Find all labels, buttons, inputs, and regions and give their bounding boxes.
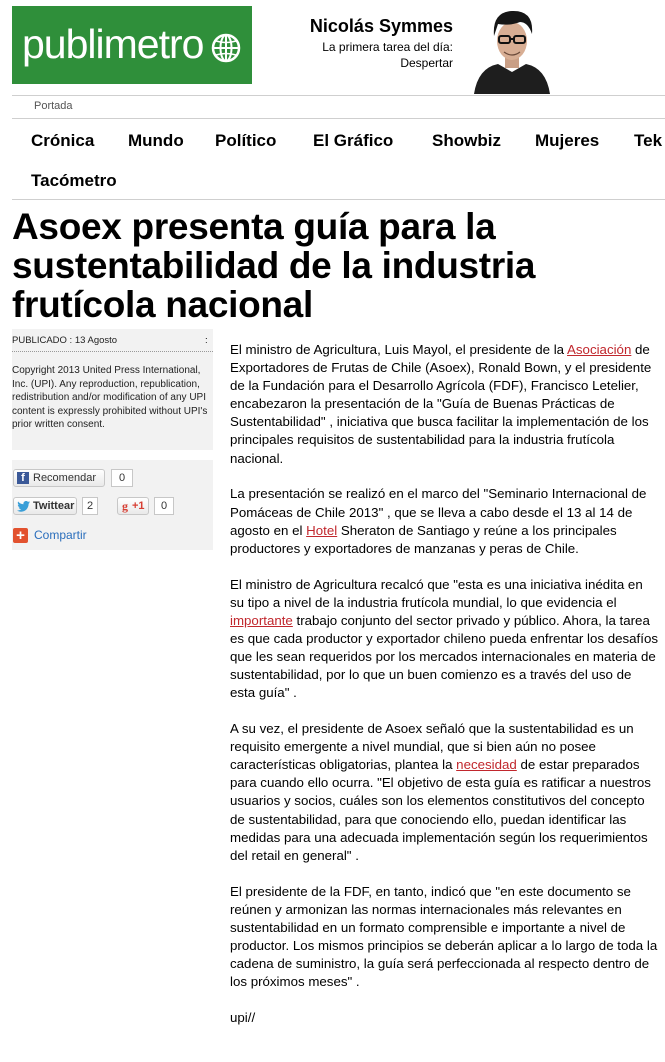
inline-link-asociacion[interactable]: Asociación: [567, 342, 632, 357]
nav-item-cronica[interactable]: Crónica: [31, 131, 95, 150]
paragraph-text: de estar preparados para cuando ello ocurra. "El objetivo de esta guía es ratificar a nuestros usuarios y socios, cuáles son los elementos constitutivos del concepto de sustentabilidad, para que conociendo ello, puedan identificar las medidas para una adecuada implementación según los requerimientos del retail en general" .: [230, 757, 651, 863]
article-paragraph: [230, 720, 658, 865]
google-plus-label: +1: [132, 500, 145, 512]
nav-item-mundo[interactable]: Mundo: [128, 131, 184, 150]
paragraph-text: de Exportadores de Frutas de Chile (Asoex), Ronald Bown, y el presidente de la Fundación para el Desarrollo Agrícola (FDF), Francisco Letelier, encabezaron la presentación de la "Guía de Buenas Prácticas de Sustentabilidad" , iniciativa que busca facilitar la implementación de los principales requisitos de sustentabilidad para la industria frutícola nacional.: [230, 342, 652, 466]
plus-icon: +: [13, 528, 28, 543]
twitter-bird-icon: [17, 501, 30, 512]
paragraph-text: Sheraton de Santiago y reúne a los principales productores y exportadores de manzanas y peras de Chile.: [230, 522, 617, 556]
inline-link-importante[interactable]: importante: [230, 612, 293, 628]
article-paragraph: [230, 576, 658, 703]
nav-divider-bottom: [12, 199, 665, 200]
nav-divider-top: [12, 118, 665, 119]
nav-item-showbiz[interactable]: Showbiz: [432, 131, 501, 150]
article-paragraph: [230, 341, 658, 468]
compartir-link[interactable]: Compartir: [34, 528, 87, 542]
nav-item-politico[interactable]: Político: [215, 131, 277, 150]
inline-link-necesidad[interactable]: necesidad: [456, 757, 517, 773]
facebook-icon: f: [17, 472, 29, 484]
author-name[interactable]: Nicolás Symmes: [309, 16, 453, 36]
header-divider: [12, 95, 665, 96]
breadcrumb[interactable]: Portada: [34, 100, 73, 112]
article-body: [230, 341, 658, 1045]
recomendar-count: 0: [111, 469, 133, 487]
author-tagline: La primera tarea del día:: [322, 40, 453, 54]
globe-icon: [211, 33, 241, 63]
nav-item-tacometro[interactable]: Tacómetro: [31, 171, 117, 190]
paragraph-text: A su vez, el presidente de Asoex señaló que la sustentabilidad es un requisito emergente a nivel mundial, que si bien aún no posee características obligatorias, plantea la: [230, 721, 634, 773]
author-tagline-2: Despertar: [400, 56, 453, 70]
nav-item-mujeres[interactable]: Mujeres: [535, 131, 600, 150]
google-plus-count: 0: [154, 497, 174, 515]
published-date: PUBLICADO : 13 Agosto: [12, 335, 118, 346]
meta-divider: [12, 351, 213, 352]
logo-text: publimetro: [22, 21, 204, 67]
publimetro-logo[interactable]: [12, 6, 252, 84]
recomendar-label: Recomendar: [33, 472, 96, 484]
author-avatar[interactable]: [472, 6, 552, 94]
copyright-notice: Copyright 2013 United Press International, Inc. (UPI). Any reproduction, republication, redistribution and/or modification of any UPI content is expressly prohibited without UPI's prior written consent.: [12, 365, 208, 431]
nav-item-tek[interactable]: Tek: [634, 131, 663, 150]
inline-link-hotel[interactable]: Hotel: [306, 522, 338, 538]
google-plus-button[interactable]: [117, 497, 149, 515]
recomendar-button[interactable]: [13, 469, 105, 487]
paragraph-text: trabajo conjunto del sector privado y público. Ahora, la tarea es que cada productor y exportador chileno pueda enfrentar los desafíos que les sean requeridos por los mercados internacionales en materia de sustentabilidad, por lo que un buen comienzo es a través del uso de esta guía" .: [230, 612, 658, 701]
paragraph-text: El ministro de Agricultura recalcó que "esta es una iniciativa inédita en su tipo a nivel de la industria frutícola mundial, lo que evidencia el: [230, 576, 643, 610]
published-colon: :: [205, 335, 208, 346]
article-paragraph: [230, 485, 658, 557]
google-plus-icon: g: [122, 499, 128, 513]
paragraph-text: El ministro de Agricultura, Luis Mayol, el presidente de la: [230, 342, 568, 357]
twittear-button[interactable]: [13, 497, 77, 515]
article-paragraph: El presidente de la FDF, en tanto, indicó que "en este documento se reúnen y armonizan las normas internacionales más relevantes en sustentabilidad en un formato comprensible e importante a nivel de productor. Los mismos principios se deberán aplicar a lo largo de toda la cadena de suministro, la guía será perfeccionada al respecto dentro de los próximos meses" .: [230, 883, 658, 990]
article-headline: Asoex presenta guía para la sustentabilidad de la industria frutícola nacional: [12, 206, 536, 325]
nav-item-el-grafico[interactable]: El Gráfico: [313, 131, 394, 150]
twittear-label: Twittear: [33, 500, 75, 512]
paragraph-text: La presentación se realizó en el marco del "Seminario Internacional de Pomáceas de Chile 2013" , que se lleva a cabo desde el 13 al 14 de agosto en el: [230, 486, 647, 538]
article-signature: upi//: [230, 1009, 256, 1025]
twittear-count: 2: [82, 497, 98, 515]
